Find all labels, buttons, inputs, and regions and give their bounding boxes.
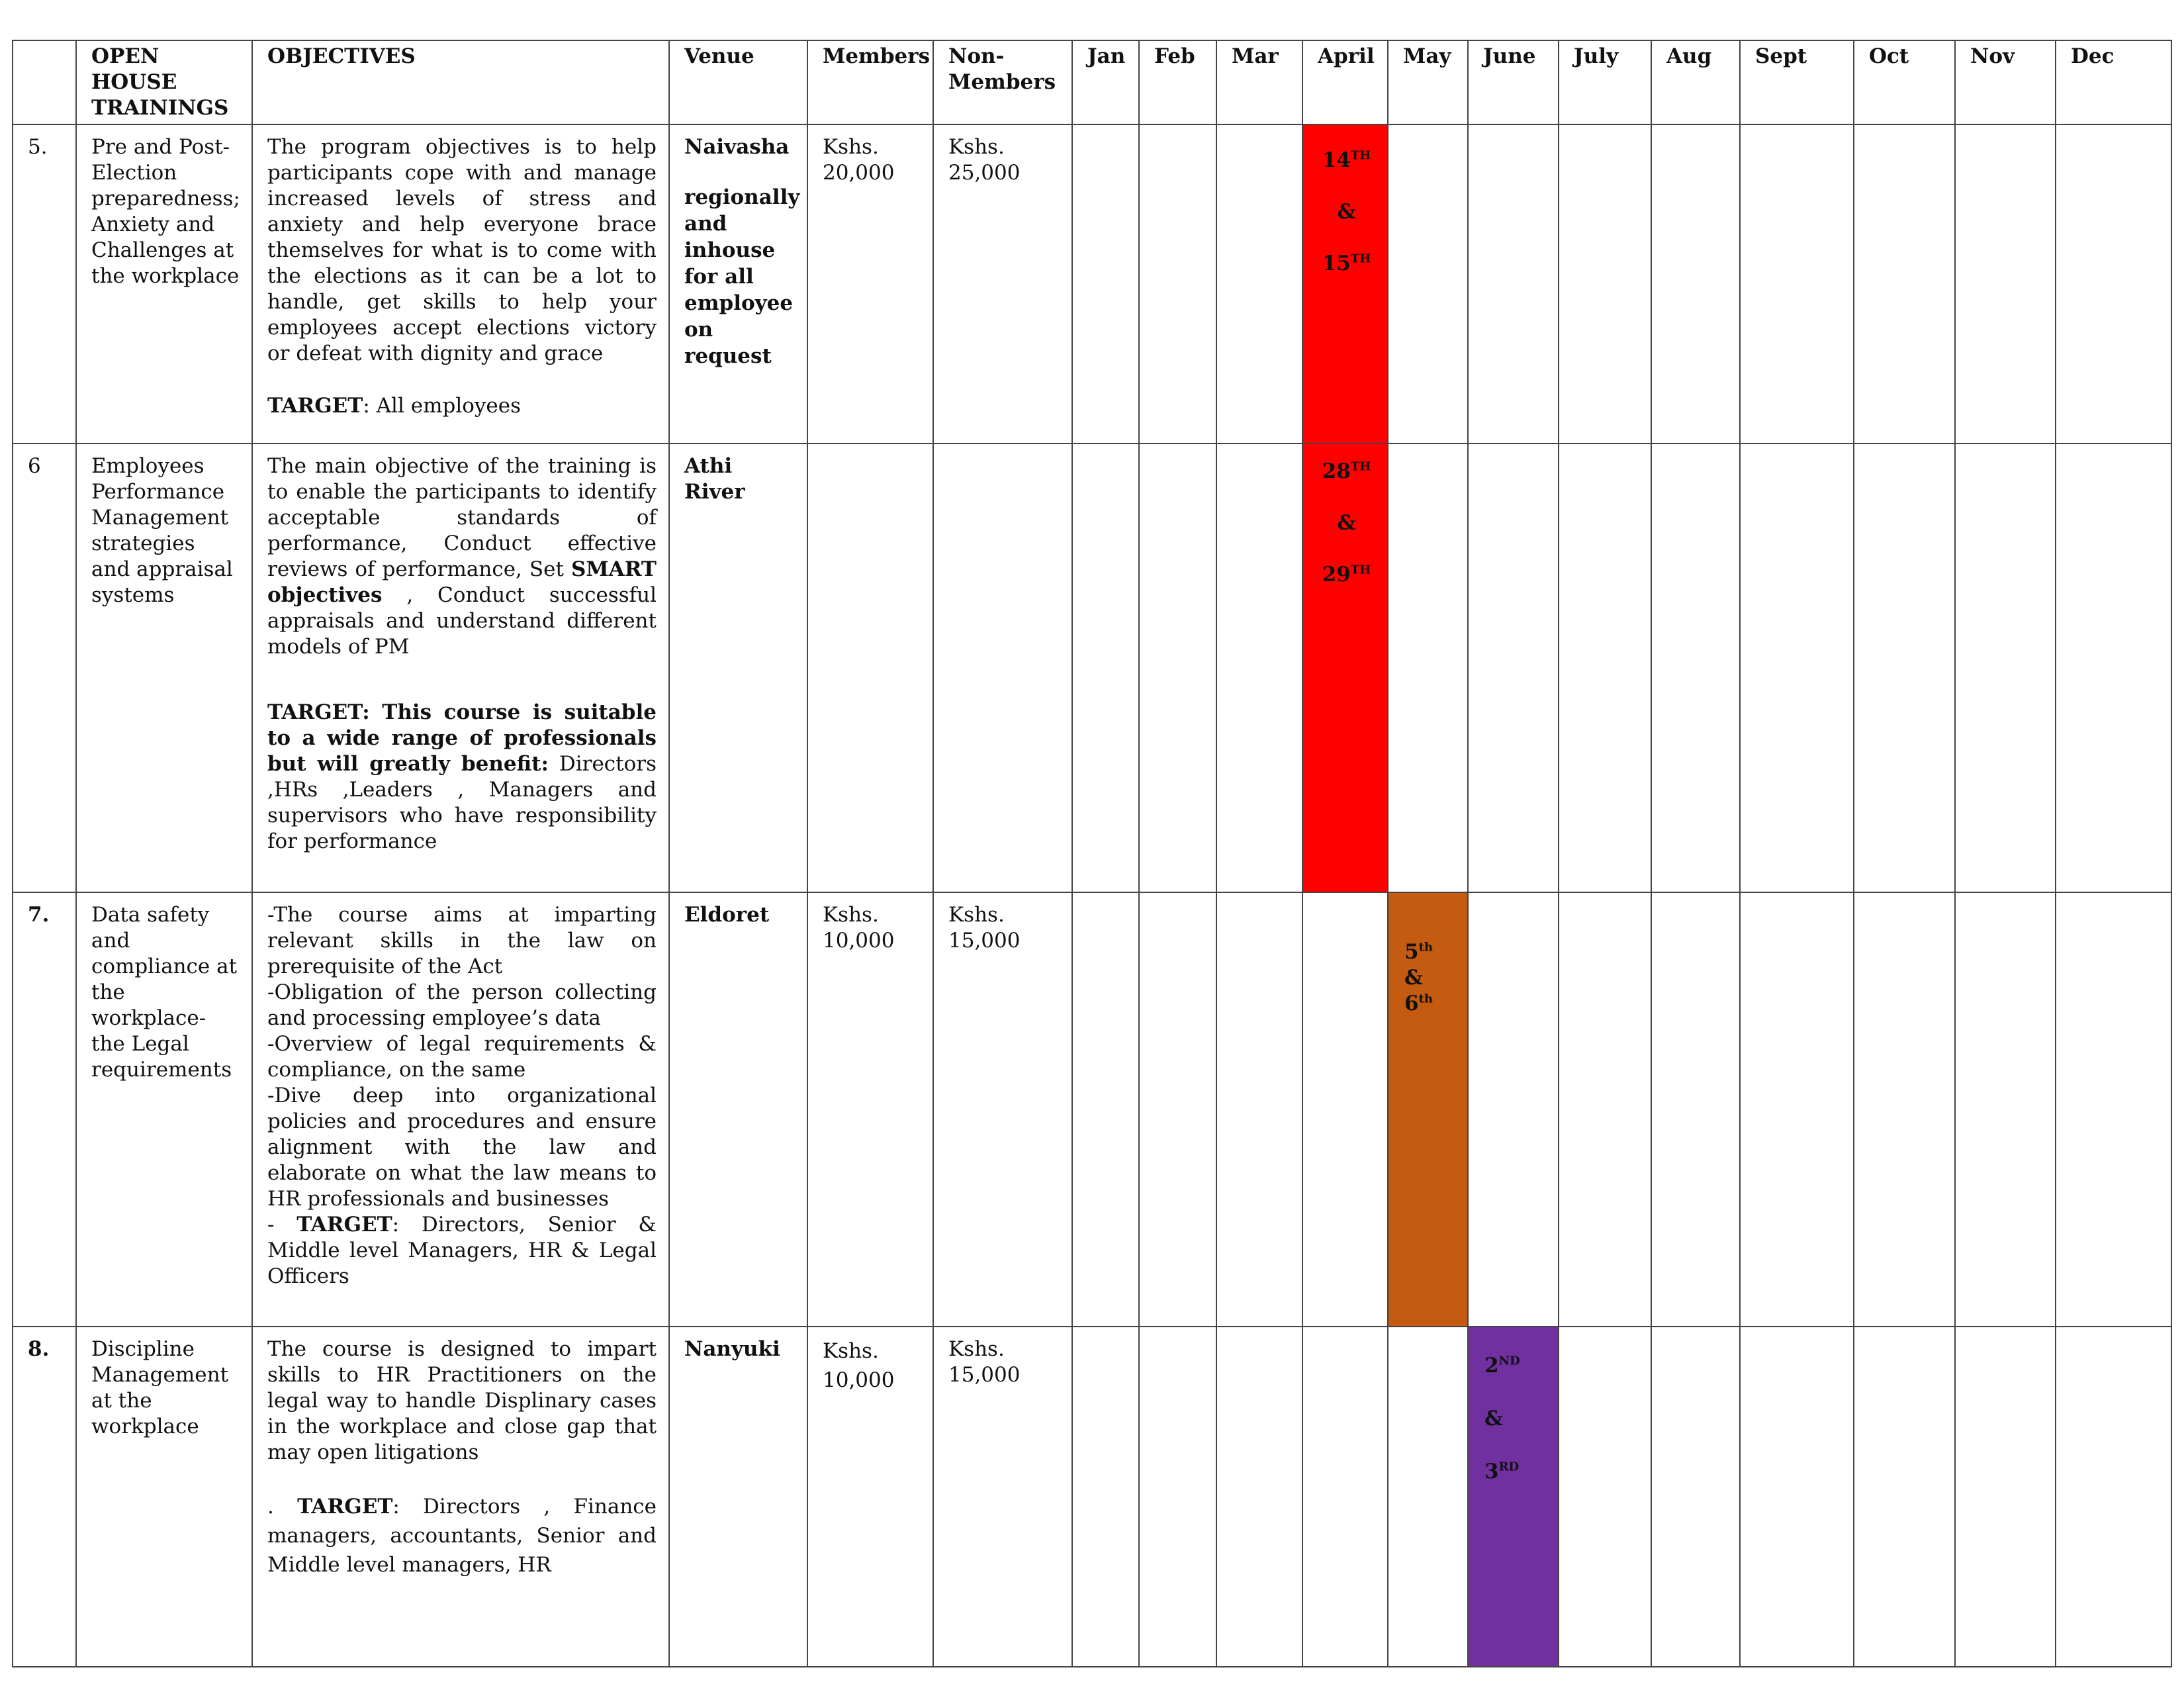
month-cell-mar — [1216, 124, 1302, 444]
venue-name: Eldoret — [684, 903, 770, 927]
month-cell-april — [1302, 892, 1388, 1327]
non-members-fee: Kshs. 15,000 — [933, 1327, 1072, 1667]
venue-note: regionally and inhouse for all employee on request — [684, 185, 800, 368]
venue-name: Naivasha — [684, 135, 790, 159]
members-fee — [807, 444, 933, 892]
month-cell-jan — [1072, 1327, 1139, 1667]
date-end: 6th — [1404, 992, 1433, 1015]
header-month-july: July — [1559, 40, 1651, 124]
members-fee: Kshs. 10,000 — [807, 1327, 933, 1667]
scheduled-date-cell — [1302, 124, 1388, 444]
row-number: 7. — [13, 892, 76, 1327]
month-cell-dec — [2056, 892, 2171, 1327]
training-objectives — [252, 444, 669, 892]
month-cell-june — [1468, 892, 1559, 1327]
month-cell-mar — [1216, 444, 1302, 892]
objective-line: -The course aims at imparting relevant skills in the law on prerequisite of the Act — [267, 903, 657, 978]
header-objectives: OBJECTIVES — [252, 40, 669, 124]
row-number: 5. — [13, 124, 76, 444]
month-cell-jan — [1072, 124, 1139, 444]
scheduled-date-cell — [1388, 892, 1468, 1327]
month-cell-july — [1559, 444, 1651, 892]
target-audience: : Directors , Finance managers, accountants, Senior and Middle level managers, HR — [267, 1495, 657, 1577]
month-cell-nov — [1955, 444, 2056, 892]
header-non-members: Non-Members — [933, 40, 1072, 124]
training-title: Discipline Management at the workplace — [76, 1327, 252, 1667]
date-end: 29TH — [1322, 563, 1371, 586]
target-audience: Directors ,HRs ,Leaders , Managers and supervisors who have responsibility for performance — [267, 752, 657, 853]
venue-cell — [669, 892, 807, 1327]
month-cell-june — [1468, 444, 1559, 892]
training-objectives — [252, 124, 669, 444]
date-start: 14TH — [1322, 148, 1371, 172]
month-cell-july — [1559, 124, 1651, 444]
month-cell-april — [1302, 1327, 1388, 1667]
month-cell-july — [1559, 1327, 1651, 1667]
month-cell-aug — [1651, 124, 1740, 444]
members-fee: Kshs. 10,000 — [807, 892, 933, 1327]
month-cell-dec — [2056, 1327, 2171, 1667]
table-row — [13, 124, 2171, 444]
month-cell-sept — [1740, 892, 1854, 1327]
header-month-feb: Feb — [1139, 40, 1216, 124]
date-start: 5th — [1404, 940, 1433, 964]
header-month-may: May — [1388, 40, 1468, 124]
table-row — [13, 1327, 2171, 1667]
month-cell-feb — [1139, 892, 1216, 1327]
scheduled-date-cell — [1468, 1327, 1559, 1667]
objective-line: -Obligation of the person collecting and processing employee’s data — [267, 980, 657, 1030]
header-month-april: April — [1302, 40, 1388, 124]
header-month-oct: Oct — [1854, 40, 1955, 124]
header-number — [13, 40, 76, 124]
month-cell-nov — [1955, 1327, 2056, 1667]
header-members: Members — [807, 40, 933, 124]
date-start: 28TH — [1322, 459, 1371, 483]
month-cell-may — [1388, 1327, 1468, 1667]
target-text: TARGET: This course is suitable to a wide range of professionals but will greatly benefit: Directors ,HRs ,Leaders , Managers and supervisors who have responsibility for performance — [267, 700, 657, 853]
month-cell-jan — [1072, 892, 1139, 1327]
venue-name: Athi River — [684, 454, 745, 504]
month-cell-feb — [1139, 444, 1216, 892]
date-separator: & — [1484, 1407, 1503, 1430]
venue-cell — [669, 444, 807, 892]
venue-cell — [669, 124, 807, 444]
month-cell-july — [1559, 892, 1651, 1327]
header-month-aug: Aug — [1651, 40, 1740, 124]
month-cell-may — [1388, 444, 1468, 892]
table-row — [13, 444, 2171, 892]
month-cell-oct — [1854, 892, 1955, 1327]
month-cell-aug — [1651, 892, 1740, 1327]
month-cell-feb — [1139, 124, 1216, 444]
non-members-fee: Kshs. 15,000 — [933, 892, 1072, 1327]
target-text: . TARGET: Directors , Finance managers, accountants, Senior and Middle level managers, HR — [267, 1495, 657, 1577]
objective-text: The program objectives is to help participants cope with and manage increased levels of stress and anxiety and help everyone brace themselves for what is to come with the elections as it can be a lot to handle, get skills to help your employees accept elections victory or defeat with dignity and grace — [267, 135, 657, 365]
header-month-sept: Sept — [1740, 40, 1854, 124]
objective-line: -Dive deep into organizational policies and procedures and ensure alignment with the law and elaborate on what the law means to HR professionals and businesses — [267, 1084, 657, 1211]
month-cell-nov — [1955, 124, 2056, 444]
members-fee: Kshs. 20,000 — [807, 124, 933, 444]
target-label: TARGET — [267, 700, 363, 724]
venue-cell — [669, 1327, 807, 1667]
date-end: 15TH — [1322, 252, 1371, 275]
non-members-fee: Kshs. 25,000 — [933, 124, 1072, 444]
date-separator: & — [1404, 966, 1423, 990]
month-cell-mar — [1216, 892, 1302, 1327]
training-title: Data safety and compliance at the workplace- the Legal requirements — [76, 892, 252, 1327]
header-venue: Venue — [669, 40, 807, 124]
table-row — [13, 892, 2171, 1327]
month-cell-sept — [1740, 444, 1854, 892]
month-cell-jan — [1072, 444, 1139, 892]
objective-text: The main objective of the training is to enable the participants to identify acceptable standards of performance, Conduct effective reviews of performance, Set SMART objectives , Conduct successful appraisals and understand different models of PM — [267, 454, 657, 659]
month-cell-aug — [1651, 444, 1740, 892]
month-cell-sept — [1740, 1327, 1854, 1667]
training-objectives — [252, 1327, 669, 1667]
training-title: Pre and Post-Election preparedness; Anxiety and Challenges at the workplace — [76, 124, 252, 444]
month-cell-oct — [1854, 1327, 1955, 1667]
target-label: TARGET — [296, 1213, 392, 1237]
training-title: Employees Performance Management strategies and appraisal systems — [76, 444, 252, 892]
target-text: - TARGET: Directors, Senior & Middle level Managers, HR & Legal Officers — [267, 1213, 657, 1288]
training-schedule-table — [12, 40, 2172, 1667]
date-separator: & — [1337, 511, 1356, 535]
training-objectives — [252, 892, 669, 1327]
target-audience: : Directors, Senior & Middle level Managers, HR & Legal Officers — [267, 1213, 657, 1288]
row-number: 6 — [13, 444, 76, 892]
month-cell-sept — [1740, 124, 1854, 444]
header-month-june: June — [1468, 40, 1559, 124]
month-cell-nov — [1955, 892, 2056, 1327]
month-cell-dec — [2056, 124, 2171, 444]
date-start: 2ND — [1484, 1354, 1520, 1378]
month-cell-mar — [1216, 1327, 1302, 1667]
month-cell-aug — [1651, 1327, 1740, 1667]
target-label: TARGET — [267, 394, 363, 418]
header-month-nov: Nov — [1955, 40, 2056, 124]
date-separator: & — [1337, 200, 1356, 224]
header-month-mar: Mar — [1216, 40, 1302, 124]
target-text — [267, 393, 657, 419]
month-cell-june — [1468, 124, 1559, 444]
month-cell-may — [1388, 124, 1468, 444]
objective-text: The course is designed to impart skills to HR Practitioners on the legal way to handle Displinary cases in the workplace and close gap that may open litigations — [267, 1337, 657, 1464]
header-row — [13, 40, 2171, 124]
date-end: 3RD — [1484, 1460, 1520, 1483]
month-cell-oct — [1854, 444, 1955, 892]
month-cell-oct — [1854, 124, 1955, 444]
target-label: TARGET — [297, 1495, 393, 1519]
header-month-jan: Jan — [1072, 40, 1139, 124]
scheduled-date-cell — [1302, 444, 1388, 892]
month-cell-dec — [2056, 444, 2171, 892]
row-number: 8. — [13, 1327, 76, 1667]
target-audience: : All employees — [363, 394, 522, 418]
month-cell-feb — [1139, 1327, 1216, 1667]
objective-line: -Overview of legal requirements & compliance, on the same — [267, 1032, 657, 1082]
venue-name: Nanyuki — [684, 1337, 780, 1361]
header-training: OPEN HOUSE TRAININGS — [76, 40, 252, 124]
non-members-fee — [933, 444, 1072, 892]
header-month-dec: Dec — [2056, 40, 2171, 124]
